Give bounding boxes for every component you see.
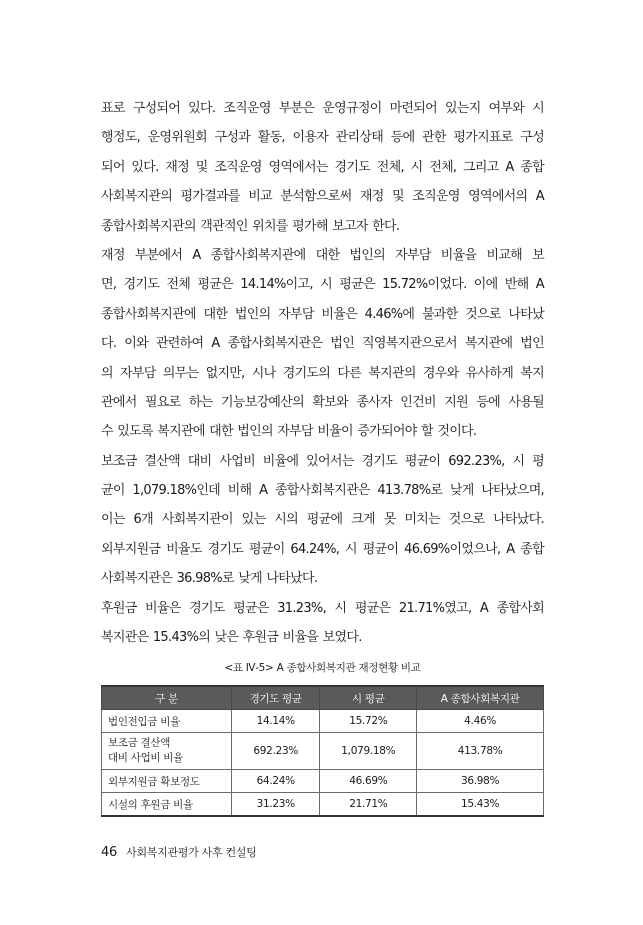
running-title: 사회복지관평가 사후 컨설팅	[126, 846, 257, 859]
body-text	[101, 94, 544, 652]
cell-gyeonggi-average: 14.14%	[232, 710, 320, 733]
body-line: 수 있도록 복지관에 대한 법인의 자부담 비율이 증가되어야 할 것이다.	[101, 424, 477, 440]
cell-center-a: 4.46%	[417, 710, 544, 733]
table-row	[102, 793, 544, 817]
body-line: 복지관은 15.43%의 낮은 후원금 비율을 보였다.	[101, 630, 362, 646]
table-header-row	[102, 686, 544, 710]
table-row	[102, 710, 544, 733]
body-line: 종합사회복지관에 대한 법인의 자부담 비율은 4.46%에 불과한 것으로 나타났	[101, 306, 544, 322]
row-label: 시설의 후원금 비율	[102, 793, 232, 817]
cell-city-average: 21.71%	[320, 793, 417, 817]
body-line: 종합사회복지관의 객관적인 위치를 평가해 보고자 한다.	[101, 218, 400, 234]
body-line: 관에서 필요로 하는 기능보강예산의 확보와 종사자 인건비 지원 등에 사용될	[101, 394, 544, 410]
row-label	[102, 733, 232, 770]
cell-city-average: 15.72%	[320, 710, 417, 733]
column-header: A 종합사회복지관	[417, 686, 544, 710]
cell-city-average: 1,079.18%	[320, 733, 417, 770]
cell-center-a: 15.43%	[417, 793, 544, 817]
body-line: 행정도, 운영위원회 구성과 활동, 이용자 관리상태 등에 관한 평가지표로 구성	[101, 130, 544, 146]
table-row	[102, 733, 544, 770]
body-line: 균이 1,079.18%인데 비해 A 종합사회복지관은 413.78%로 낮게 나타났으며,	[101, 483, 544, 499]
body-line: 사회복지관의 평가결과를 비교 분석함으로써 재정 및 조직운영 영역에서의 A	[101, 189, 544, 205]
cell-gyeonggi-average: 692.23%	[232, 733, 320, 770]
body-line: 다. 이와 관련하여 A 종합사회복지관은 법인 직영복지관으로서 복지관에 법인	[101, 336, 544, 352]
row-label: 법인전입금 비율	[102, 710, 232, 733]
page-footer	[101, 844, 256, 860]
cell-city-average: 46.69%	[320, 770, 417, 793]
body-line: 외부지원금 비율도 경기도 평균이 64.24%, 시 평균이 46.69%이었으나, A 종합	[101, 541, 544, 557]
cell-gyeonggi-average: 64.24%	[232, 770, 320, 793]
row-label-line: 대비 사업비 비율	[108, 752, 183, 764]
page-number: 46	[101, 845, 117, 860]
table-row	[102, 770, 544, 793]
body-line: 면, 경기도 전체 평균은 14.14%이고, 시 평균은 15.72%이었다. 이에 반해 A	[101, 277, 544, 293]
column-header: 경기도 평균	[232, 686, 320, 710]
row-label-line: 보조금 결산액	[108, 737, 171, 749]
body-line: 후원금 비율은 경기도 평균은 31.23%, 시 평균은 21.71%였고, A 종합사회	[101, 600, 544, 616]
column-header: 구 분	[102, 686, 232, 710]
body-line: 되어 있다. 재정 및 조직운영 영역에서는 경기도 전체, 시 전체, 그리고 A 종합	[101, 159, 544, 175]
cell-center-a: 36.98%	[417, 770, 544, 793]
body-line: 이는 6개 사회복지관이 있는 시의 평균에 크게 못 미치는 것으로 나타났다.	[101, 512, 544, 528]
body-line: 보조금 결산액 대비 사업비 비율에 있어서는 경기도 평균이 692.23%, 시 평	[101, 453, 544, 469]
body-line: 의 자부담 의무는 없지만, 시나 경기도의 다른 복지관의 경우와 유사하게 복지	[101, 365, 544, 381]
body-line: 재정 부분에서 A 종합사회복지관에 대한 법인의 자부담 비율을 비교해 보	[101, 247, 544, 263]
column-header: 시 평균	[320, 686, 417, 710]
cell-gyeonggi-average: 31.23%	[232, 793, 320, 817]
cell-center-a: 413.78%	[417, 733, 544, 770]
table-caption: <표 Ⅳ-5> A 종합사회복지관 재정현황 비교	[224, 662, 421, 674]
row-label: 외부지원금 확보정도	[102, 770, 232, 793]
body-line: 표로 구성되어 있다. 조직운영 부분은 운영규정이 마련되어 있는지 여부와 시	[101, 101, 544, 116]
body-line: 사회복지관은 36.98%로 낮게 나타났다.	[101, 571, 318, 587]
finance-comparison-table	[101, 685, 544, 817]
